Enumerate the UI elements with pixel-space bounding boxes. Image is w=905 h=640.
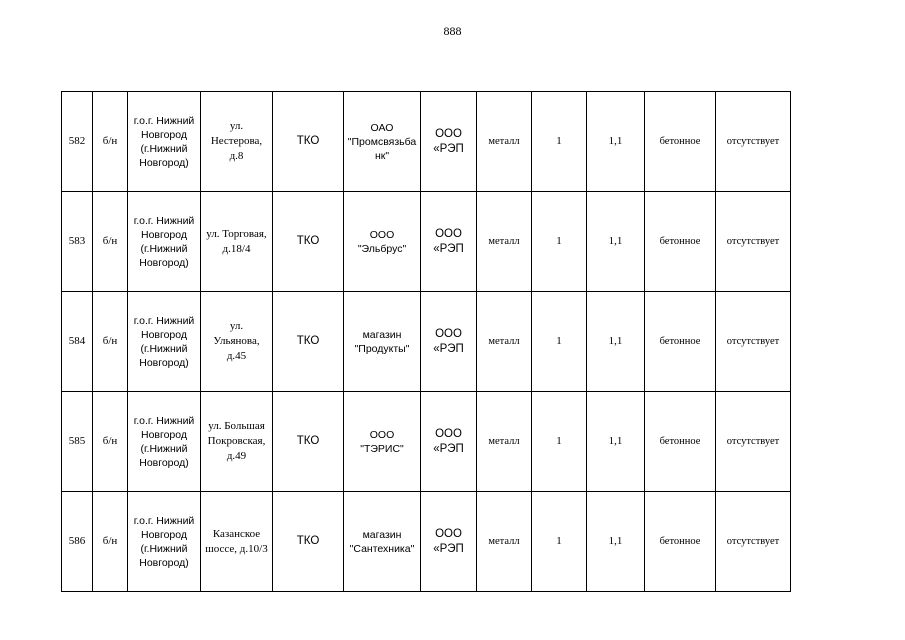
cell-volume-text: 1,1 — [608, 135, 623, 147]
cell-operator — [421, 192, 477, 292]
cell-waste-type — [273, 292, 344, 392]
cell-address-text: ул. Большая Покровская, д.49 — [207, 420, 266, 462]
cell-address-text: ул. Ульянова, д.45 — [213, 320, 260, 362]
cell-count — [532, 192, 587, 292]
cell-waste-type-text: ТКО — [296, 435, 320, 447]
cell-volume-text: 1,1 — [608, 435, 623, 447]
cell-locality-text: г.о.г. Нижний Новгород (г.Нижний Новгород) — [133, 314, 195, 369]
cell-material — [477, 92, 532, 192]
cell-count-text: 1 — [556, 435, 562, 447]
cell-surface-text: бетонное — [659, 136, 701, 147]
cell-operator-text: ООО «РЭП — [433, 327, 464, 355]
cell-count — [532, 492, 587, 592]
cell-volume — [587, 392, 645, 492]
cell-material — [477, 292, 532, 392]
cell-owner-text: магазин "Сантехника" — [349, 528, 415, 555]
cell-fence — [716, 192, 791, 292]
cell-count-text: 1 — [556, 235, 562, 247]
cell-owner-text: ООО "Эльбрус" — [357, 228, 407, 255]
cell-address — [201, 192, 273, 292]
table-row — [62, 392, 791, 492]
cell-volume-text: 1,1 — [608, 235, 623, 247]
cell-material-text: металл — [488, 536, 520, 547]
cell-number-text: 582 — [68, 135, 86, 147]
data-table — [61, 91, 791, 592]
cell-volume-text: 1,1 — [608, 335, 623, 347]
cell-count-text: 1 — [556, 135, 562, 147]
cell-fence-text: отсутствует — [726, 336, 780, 347]
cell-waste-type-text: ТКО — [296, 135, 320, 147]
cell-surface-text: бетонное — [659, 536, 701, 547]
cell-fence-text: отсутствует — [726, 436, 780, 447]
cell-operator — [421, 292, 477, 392]
cell-operator-text: ООО «РЭП — [433, 527, 464, 555]
cell-locality — [128, 292, 201, 392]
cell-address — [201, 492, 273, 592]
cell-number — [62, 192, 93, 292]
cell-volume — [587, 492, 645, 592]
cell-surface-text: бетонное — [659, 236, 701, 247]
cell-code — [93, 392, 128, 492]
cell-waste-type — [273, 492, 344, 592]
cell-material-text: металл — [488, 336, 520, 347]
cell-address-text: ул. Нестерова, д.8 — [210, 120, 263, 162]
cell-material-text: металл — [488, 436, 520, 447]
cell-waste-type-text: ТКО — [296, 235, 320, 247]
cell-count-text: 1 — [556, 535, 562, 547]
cell-address-text: Казанское шоссе, д.10/3 — [205, 527, 268, 555]
cell-material — [477, 392, 532, 492]
cell-address — [201, 292, 273, 392]
cell-number — [62, 92, 93, 192]
cell-locality-text: г.о.г. Нижний Новгород (г.Нижний Новгород) — [133, 114, 195, 169]
cell-number-text: 584 — [68, 335, 86, 347]
cell-address-text: ул. Торговая, д.18/4 — [206, 227, 267, 255]
cell-fence-text: отсутствует — [726, 536, 780, 547]
cell-count — [532, 392, 587, 492]
cell-fence-text: отсутствует — [726, 236, 780, 247]
cell-number-text: 586 — [68, 535, 86, 547]
cell-number-text: 585 — [68, 435, 86, 447]
cell-fence — [716, 292, 791, 392]
cell-owner-text: ОАО "Промсвязьба нк" — [347, 121, 417, 162]
cell-waste-type-text: ТКО — [296, 535, 320, 547]
cell-surface — [645, 492, 716, 592]
cell-code-text: б/н — [102, 435, 118, 447]
cell-fence-text: отсутствует — [726, 136, 780, 147]
cell-owner-text: магазин "Продукты" — [354, 328, 410, 355]
cell-count-text: 1 — [556, 335, 562, 347]
cell-operator-text: ООО «РЭП — [433, 127, 464, 155]
cell-number-text: 583 — [68, 235, 86, 247]
table-row — [62, 292, 791, 392]
cell-waste-type — [273, 92, 344, 192]
cell-locality — [128, 392, 201, 492]
cell-material — [477, 492, 532, 592]
cell-surface-text: бетонное — [659, 336, 701, 347]
cell-locality-text: г.о.г. Нижний Новгород (г.Нижний Новгород) — [133, 214, 195, 269]
cell-surface — [645, 292, 716, 392]
cell-waste-type-text: ТКО — [296, 335, 320, 347]
cell-address — [201, 92, 273, 192]
cell-count — [532, 292, 587, 392]
cell-operator-text: ООО «РЭП — [433, 227, 464, 255]
cell-count — [532, 92, 587, 192]
cell-owner — [344, 492, 421, 592]
cell-surface — [645, 192, 716, 292]
cell-code — [93, 492, 128, 592]
cell-fence — [716, 92, 791, 192]
cell-locality — [128, 192, 201, 292]
cell-waste-type — [273, 392, 344, 492]
cell-surface — [645, 392, 716, 492]
cell-surface — [645, 92, 716, 192]
cell-waste-type — [273, 192, 344, 292]
cell-locality-text: г.о.г. Нижний Новгород (г.Нижний Новгород) — [133, 514, 195, 569]
cell-address — [201, 392, 273, 492]
cell-fence — [716, 492, 791, 592]
cell-owner-text: ООО "ТЭРИС" — [360, 428, 404, 455]
cell-number — [62, 392, 93, 492]
cell-code-text: б/н — [102, 135, 118, 147]
cell-locality — [128, 492, 201, 592]
cell-surface-text: бетонное — [659, 436, 701, 447]
cell-operator — [421, 92, 477, 192]
cell-code — [93, 92, 128, 192]
page-number: 888 — [443, 24, 462, 38]
cell-code-text: б/н — [102, 535, 118, 547]
cell-code-text: б/н — [102, 235, 118, 247]
cell-volume — [587, 192, 645, 292]
cell-operator — [421, 492, 477, 592]
cell-number — [62, 292, 93, 392]
table-row — [62, 92, 791, 192]
cell-volume — [587, 92, 645, 192]
cell-fence — [716, 392, 791, 492]
cell-code — [93, 292, 128, 392]
table-row — [62, 492, 791, 592]
cell-material-text: металл — [488, 236, 520, 247]
cell-owner — [344, 292, 421, 392]
cell-operator — [421, 392, 477, 492]
cell-owner — [344, 192, 421, 292]
cell-volume-text: 1,1 — [608, 535, 623, 547]
cell-locality-text: г.о.г. Нижний Новгород (г.Нижний Новгород) — [133, 414, 195, 469]
cell-material — [477, 192, 532, 292]
cell-operator-text: ООО «РЭП — [433, 427, 464, 455]
cell-material-text: металл — [488, 136, 520, 147]
cell-owner — [344, 392, 421, 492]
cell-owner — [344, 92, 421, 192]
cell-code — [93, 192, 128, 292]
cell-volume — [587, 292, 645, 392]
table-row — [62, 192, 791, 292]
cell-number — [62, 492, 93, 592]
cell-locality — [128, 92, 201, 192]
cell-code-text: б/н — [102, 335, 118, 347]
